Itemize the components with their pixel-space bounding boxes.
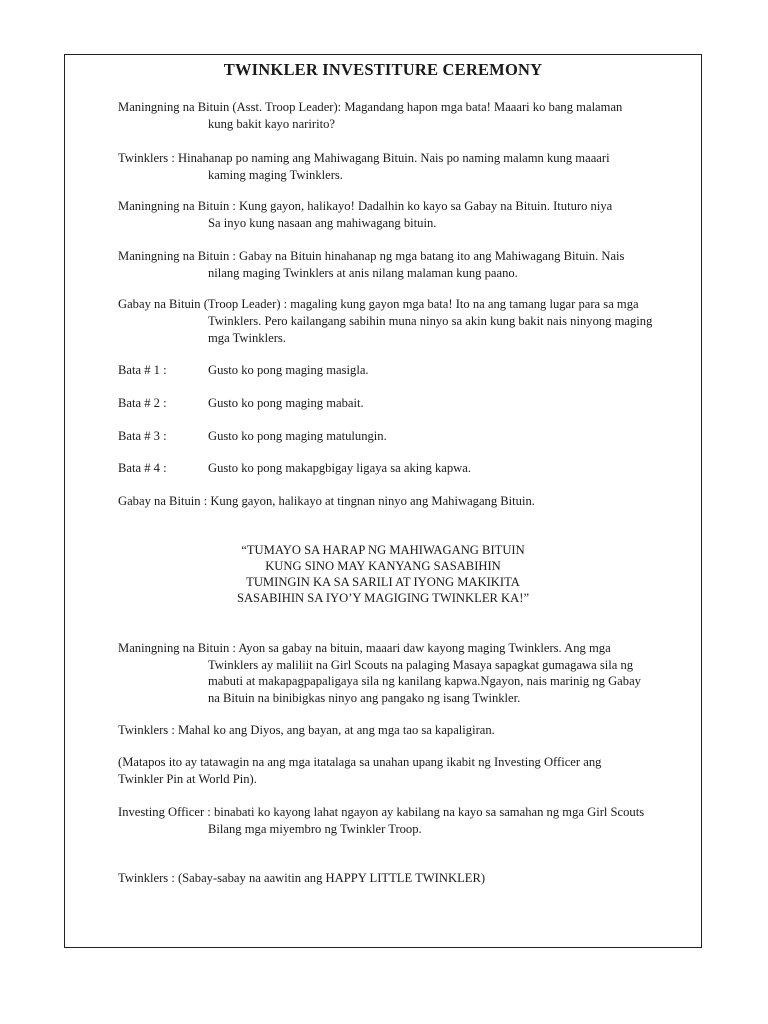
child-label: Bata # 4 : [118,461,167,475]
dialogue-line: Maningning na Bituin : Gabay na Bituin hinahanap ng mga batang ito ang Mahiwagang Bituin. Nais [118,249,625,263]
stage-direction-continuation: Twinkler Pin at World Pin). [118,772,257,786]
dialogue-continuation: mabuti at makapagpapaligaya sila ng kanilang kapwa.Ngayon, nais marinig ng Gabay [208,674,641,688]
child-line: Gusto ko pong maging matulungin. [208,429,387,443]
verse-line: TUMINGIN KA SA SARILI AT IYONG MAKIKITA [246,575,520,589]
dialogue-line: Maningning na Bituin : Ayon sa gabay na bituin, maaari daw kayong maging Twinklers. Ang mga [118,641,611,655]
child-label: Bata # 3 : [118,429,167,443]
verse-line: “TUMAYO SA HARAP NG MAHIWAGANG BITUIN [241,543,525,557]
dialogue-continuation: Twinklers. Pero kailangang sabihin muna ninyo sa akin kung bakit nais ninyong maging [208,314,653,328]
dialogue-continuation: Twinklers ay maliliit na Girl Scouts na palaging Masaya sapagkat gumagawa sila ng [208,658,634,672]
document-title: TWINKLER INVESTITURE CEREMONY [223,60,543,79]
dialogue-line: Twinklers : Mahal ko ang Diyos, ang bayan, at ang mga tao sa kapaligiran. [118,723,495,737]
dialogue-continuation: Bilang mga miyembro ng Twinkler Troop. [208,822,422,836]
dialogue-continuation: kung bakit kayo naririto? [208,117,335,131]
dialogue-line: Maningning na Bituin (Asst. Troop Leader): Magandang hapon mga bata! Maaari ko bang malaman [118,100,623,114]
child-line: Gusto ko pong maging mabait. [208,396,364,410]
stage-direction: (Matapos ito ay tatawagin na ang mga itatalaga sa unahan upang ikabit ng Investing Officer ang [118,755,602,769]
child-line: Gusto ko pong makapgbigay ligaya sa aking kapwa. [208,461,472,475]
dialogue-line: Twinklers : (Sabay-sabay na aawitin ang HAPPY LITTLE TWINKLER) [118,871,486,885]
dialogue-continuation: mga Twinklers. [208,331,286,345]
child-line: Gusto ko pong maging masigla. [208,363,369,377]
dialogue-line: Gabay na Bituin : Kung gayon, halikayo at tingnan ninyo ang Mahiwagang Bituin. [118,494,535,508]
dialogue-line: Gabay na Bituin (Troop Leader) : magaling kung gayon mga bata! Ito na ang tamang lugar para sa mga [118,297,639,311]
child-label: Bata # 2 : [118,396,167,410]
dialogue-continuation: kaming maging Twinklers. [208,168,343,182]
dialogue-line: Investing Officer : binabati ko kayong lahat ngayon ay kabilang na kayo sa samahan ng mga Girl Scouts [118,805,645,819]
dialogue-continuation: na Bituin na binibigkas ninyo ang pangako ng isang Twinkler. [208,691,521,705]
verse-line: KUNG SINO MAY KANYANG SASABIHIN [265,559,501,573]
dialogue-line: Twinklers : Hinahanap po naming ang Mahiwagang Bituin. Nais po naming malamn kung maaari [118,151,610,165]
verse-line: SASABIHIN SA IYO’Y MAGIGING TWINKLER KA!” [236,591,530,605]
dialogue-continuation: nilang maging Twinklers at anis nilang malaman kung paano. [208,266,518,280]
dialogue-line: Maningning na Bituin : Kung gayon, halikayo! Dadalhin ko kayo sa Gabay na Bituin. Ituturo niya [118,199,613,213]
child-label: Bata # 1 : [118,363,167,377]
dialogue-continuation: Sa inyo kung nasaan ang mahiwagang bituin. [208,216,437,230]
